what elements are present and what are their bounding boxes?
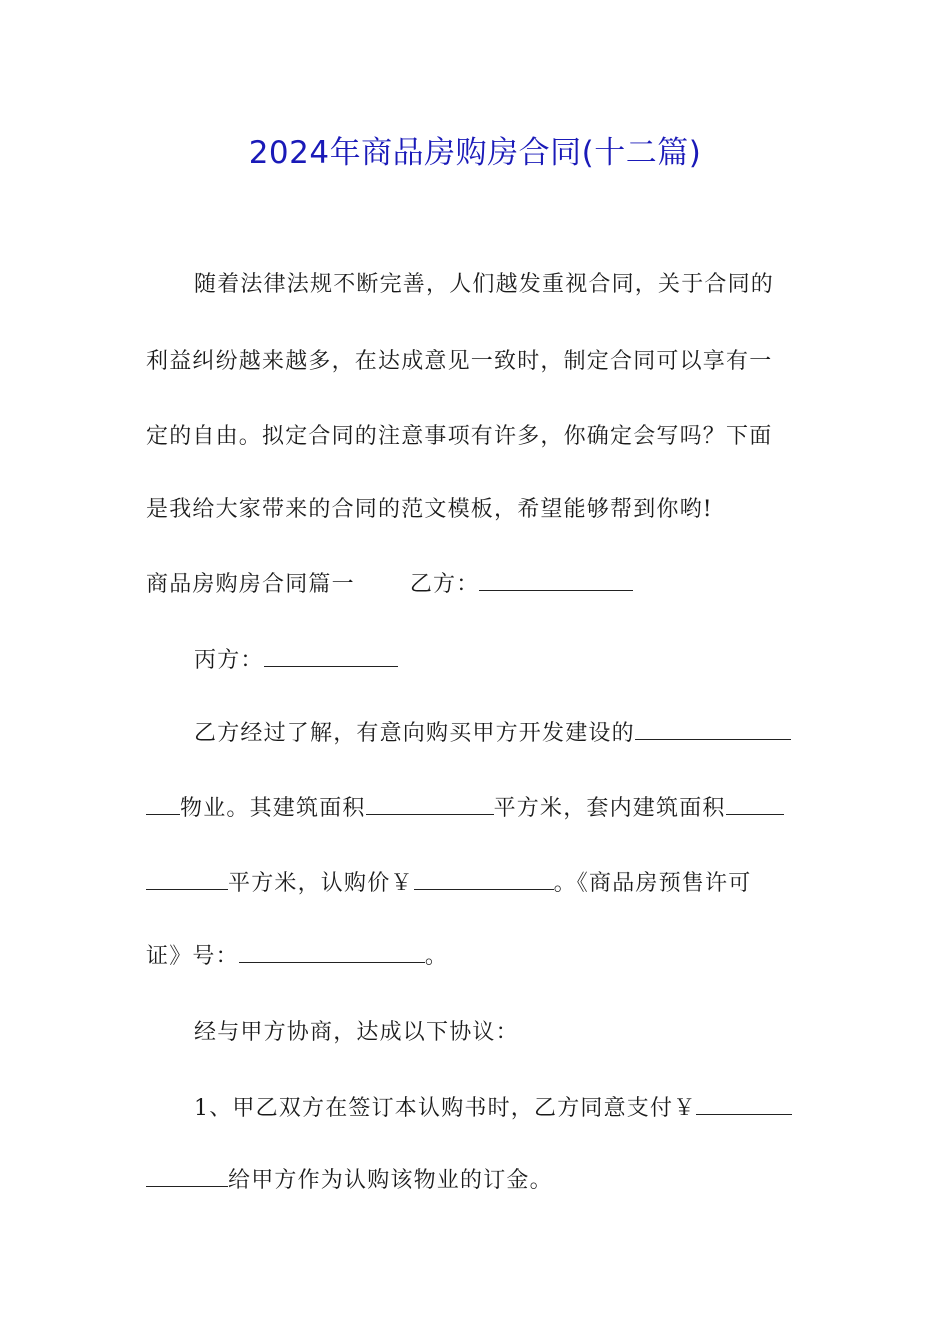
inner-area-blank [726,794,784,815]
intro-line-3: 定的自由。拟定合同的注意事项有许多，你确定会写吗？下面 [146,424,773,449]
para1-line-2 [146,794,784,824]
clause1-text-a: 1、甲乙双方在签订本认购书时，乙方同意支付￥ [194,1096,697,1121]
para1-line-1 [194,719,791,749]
price-blank [414,869,554,890]
party-c-line [194,646,398,676]
inner-area-blank-cont [146,869,228,890]
intro-line-4: 是我给大家带来的合同的范文模板，希望能够帮到你哟! [146,497,713,522]
intro-line-1: 随着法律法规不断完善，人们越发重视合同，关于合同的 [194,272,775,297]
party-b-blank [479,570,633,591]
permit-number-blank [239,942,425,963]
intro-line-2: 利益纠纷越来越多，在达成意见一致时，制定合同可以享有一 [146,349,773,374]
para1-text-e: 。《商品房预售许可 [553,871,752,896]
party-c-label: 丙方： [194,648,264,673]
para1-text-a: 乙方经过了解，有意向购买甲方开发建设的 [194,721,635,746]
deposit-blank-cont [146,1166,228,1187]
clause1-line-1 [194,1094,792,1124]
clause1-line-2 [146,1166,553,1196]
property-blank-cont [146,794,180,815]
document-title: 2024年商品房购房合同(十二篇) [248,135,702,171]
party-b-label: 乙方： [409,572,480,597]
para1-text-f: 证》号： [146,944,239,969]
building-area-blank [366,794,494,815]
section-heading: 商品房购房合同篇一 [146,572,355,597]
para1-text-b: 物业。其建筑面积 [180,796,366,821]
section-heading-line [146,570,633,600]
agreement-intro: 经与甲方协商，达成以下协议： [194,1020,519,1045]
para1-text-c: 平方米，套内建筑面积 [493,796,726,821]
deposit-blank [696,1094,792,1115]
para1-line-4 [146,942,448,972]
property-blank [635,719,791,740]
para1-line-3 [146,869,751,899]
para1-text-d: 平方米，认购价￥ [228,871,414,896]
clause1-text-b: 给甲方作为认购该物业的订金。 [228,1168,553,1193]
para1-text-g: 。 [424,944,449,969]
party-c-blank [264,646,398,667]
